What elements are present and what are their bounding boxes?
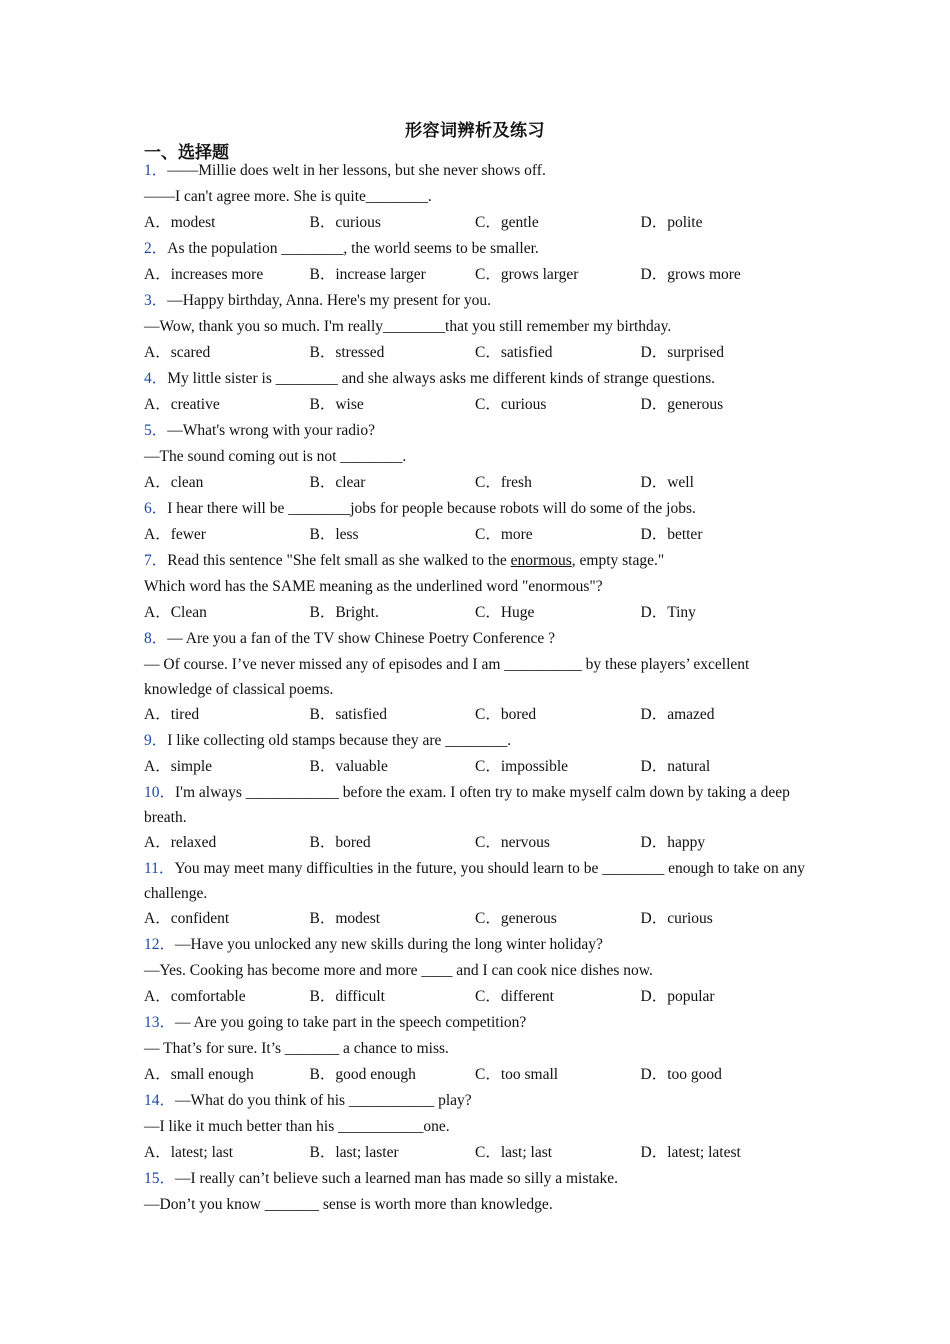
answer-option[interactable]: A．latest; last (144, 1144, 234, 1161)
question-number: 9． (144, 732, 168, 749)
question-line: — Are you going to take part in the speech competition? (175, 1014, 527, 1031)
answer-options (144, 754, 810, 780)
question-text (144, 958, 810, 984)
answer-options (144, 1140, 810, 1166)
question-line: —What do you think of his ___________ play? (175, 1092, 472, 1109)
question-line: As the population ________, the world seems to be smaller. (167, 240, 539, 257)
section-heading: 一、选择题 (144, 143, 229, 163)
answer-option[interactable]: C．curious (475, 396, 547, 413)
answer-option[interactable]: A．confident (144, 910, 230, 927)
answer-option[interactable]: B．wise (309, 396, 364, 413)
question-text (144, 158, 810, 184)
question-line: —I like it much better than his ___________one. (144, 1118, 450, 1135)
question-number: 7． (144, 552, 168, 569)
answer-option[interactable]: A．increases more (144, 266, 264, 283)
answer-option[interactable]: A．Clean (144, 604, 207, 621)
answer-options (144, 702, 810, 728)
answer-option[interactable]: B．difficult (309, 988, 385, 1005)
question-number: 14． (144, 1092, 176, 1109)
answer-option[interactable]: B．curious (309, 214, 381, 231)
answer-option[interactable]: C．last; last (475, 1144, 553, 1161)
answer-options (144, 210, 810, 236)
question-item (144, 1010, 810, 1088)
answer-option[interactable]: C．bored (475, 706, 537, 723)
answer-option[interactable]: B．Bright. (309, 604, 379, 621)
question-line: —The sound coming out is not ________. (144, 448, 407, 465)
answer-option[interactable]: A．creative (144, 396, 220, 413)
question-text (144, 1010, 810, 1036)
question-line: Which word has the SAME meaning as the underlined word "enormous"? (144, 578, 603, 595)
question-number: 13． (144, 1014, 176, 1031)
answer-option[interactable]: D．Tiny (640, 604, 696, 621)
question-text (144, 856, 810, 906)
answer-options (144, 1062, 810, 1088)
question-text (144, 418, 810, 444)
answer-option[interactable]: B．modest (309, 910, 381, 927)
question-text (144, 1192, 810, 1218)
question-line: I like collecting old stamps because they are ________. (167, 732, 512, 749)
answer-option[interactable]: D．surprised (640, 344, 725, 361)
question-number: 8． (144, 630, 168, 647)
answer-option[interactable]: C．different (475, 988, 554, 1005)
answer-option[interactable]: B．increase larger (309, 266, 426, 283)
question-text (144, 932, 810, 958)
underlined-word: enormous (510, 552, 572, 569)
answer-option[interactable]: B．clear (309, 474, 366, 491)
question-text (144, 728, 810, 754)
question-text (144, 496, 810, 522)
answer-options (144, 392, 810, 418)
page-title: 形容词辨析及练习 (405, 121, 545, 141)
answer-option[interactable]: A．tired (144, 706, 200, 723)
answer-option[interactable]: C．impossible (475, 758, 569, 775)
answer-option[interactable]: C．nervous (475, 834, 550, 851)
question-text (144, 574, 810, 600)
answer-option[interactable]: D．natural (640, 758, 711, 775)
question-line: —Don’t you know _______ sense is worth more than knowledge. (144, 1196, 553, 1213)
answer-options (144, 522, 810, 548)
question-line: —Wow, thank you so much. I'm really________that you still remember my birthday. (144, 318, 672, 335)
answer-options (144, 340, 810, 366)
answer-option[interactable]: B．last; laster (309, 1144, 399, 1161)
question-number: 11． (144, 860, 175, 877)
question-text (144, 652, 810, 702)
answer-option[interactable]: C．more (475, 526, 533, 543)
answer-option[interactable]: C．gentle (475, 214, 539, 231)
answer-option[interactable]: D．latest; latest (640, 1144, 741, 1161)
answer-option[interactable]: A．modest (144, 214, 216, 231)
answer-options (144, 906, 810, 932)
question-item (144, 1088, 810, 1166)
answer-option[interactable]: D．popular (640, 988, 715, 1005)
answer-option[interactable]: C．generous (475, 910, 557, 927)
question-item (144, 158, 810, 236)
question-number: 5． (144, 422, 168, 439)
answer-option[interactable]: B．satisfied (309, 706, 387, 723)
question-line: —Yes. Cooking has become more and more ____ and I can cook nice dishes now. (144, 962, 653, 979)
question-number: 2． (144, 240, 168, 257)
question-text (144, 366, 810, 392)
question-text (144, 444, 810, 470)
answer-option[interactable]: B．stressed (309, 344, 385, 361)
question-line: —Happy birthday, Anna. Here's my present for you. (167, 292, 492, 309)
question-text (144, 626, 810, 652)
question-number: 3． (144, 292, 168, 309)
question-line: You may meet many difficulties in the future, you should learn to be ________ enough to take on any challenge. (144, 860, 805, 902)
answer-options (144, 984, 810, 1010)
question-text (144, 1088, 810, 1114)
question-text (144, 1114, 810, 1140)
question-line: —I really can’t believe such a learned man has made so silly a mistake. (175, 1170, 619, 1187)
answer-option[interactable]: D．curious (640, 910, 713, 927)
answer-option[interactable]: C．Huge (475, 604, 535, 621)
answer-option[interactable]: D．polite (640, 214, 703, 231)
answer-option[interactable]: A．comfortable (144, 988, 246, 1005)
answer-option[interactable]: D．too good (640, 1066, 722, 1083)
question-text (144, 1166, 810, 1192)
question-item (144, 932, 810, 1010)
answer-option[interactable]: B．bored (309, 834, 371, 851)
answer-options (144, 830, 810, 856)
question-text (144, 288, 810, 314)
question-item (144, 366, 810, 418)
question-text (144, 1036, 810, 1062)
question-item (144, 288, 810, 366)
question-line: Read this sentence "She felt small as she walked to the (167, 552, 511, 569)
answer-option[interactable]: D．grows more (640, 266, 741, 283)
question-text (144, 184, 810, 210)
answer-option[interactable]: D．generous (640, 396, 724, 413)
answer-option[interactable]: B．good enough (309, 1066, 416, 1083)
question-line: — Are you a fan of the TV show Chinese Poetry Conference ? (167, 630, 555, 647)
question-line: — Of course. I’ve never missed any of episodes and I am __________ by these players’ excellent knowledge of classical poems. (144, 656, 750, 698)
answer-options (144, 262, 810, 288)
question-item (144, 236, 810, 288)
question-number: 10． (144, 784, 176, 801)
answer-option[interactable]: C．fresh (475, 474, 532, 491)
question-number: 15． (144, 1170, 176, 1187)
question-item (144, 496, 810, 548)
answer-option[interactable]: A．scared (144, 344, 211, 361)
answer-option[interactable]: A．fewer (144, 526, 206, 543)
answer-option[interactable]: D．well (640, 474, 694, 491)
question-item (144, 626, 810, 728)
answer-option[interactable]: B．valuable (309, 758, 388, 775)
answer-option[interactable]: B．less (309, 526, 359, 543)
question-number: 12． (144, 936, 176, 953)
question-item (144, 548, 810, 626)
answer-option[interactable]: A．relaxed (144, 834, 217, 851)
answer-option[interactable]: C．satisfied (475, 344, 553, 361)
question-item (144, 1166, 810, 1218)
question-number: 1． (144, 162, 168, 179)
answer-option[interactable]: D．amazed (640, 706, 715, 723)
question-item (144, 856, 810, 932)
answer-option[interactable]: A．clean (144, 474, 204, 491)
answer-options (144, 600, 810, 626)
answer-option[interactable]: D．better (640, 526, 703, 543)
question-text (144, 314, 810, 340)
answer-option[interactable]: A．small enough (144, 1066, 254, 1083)
question-line: ——Millie does welt in her lessons, but she never shows off. (167, 162, 546, 179)
question-text (144, 548, 810, 574)
question-line: ——I can't agree more. She is quite________. (144, 188, 432, 205)
answer-option[interactable]: D．happy (640, 834, 706, 851)
question-line: My little sister is ________ and she always asks me different kinds of strange questions. (167, 370, 715, 387)
question-item (144, 780, 810, 856)
question-line: I hear there will be ________jobs for people because robots will do some of the jobs. (167, 500, 696, 517)
answer-options (144, 470, 810, 496)
question-list (144, 158, 810, 1218)
answer-option[interactable]: A．simple (144, 758, 213, 775)
question-line: —What's wrong with your radio? (167, 422, 375, 439)
question-text (144, 780, 810, 830)
question-line: —Have you unlocked any new skills during the long winter holiday? (175, 936, 603, 953)
question-number: 4． (144, 370, 168, 387)
answer-option[interactable]: C．too small (475, 1066, 559, 1083)
answer-option[interactable]: C．grows larger (475, 266, 579, 283)
question-line-tail: , empty stage." (571, 552, 665, 569)
question-item (144, 728, 810, 780)
question-line: — That’s for sure. It’s _______ a chance to miss. (144, 1040, 449, 1057)
question-item (144, 418, 810, 496)
question-number: 6． (144, 500, 168, 517)
question-text (144, 236, 810, 262)
question-line: I'm always ____________ before the exam. I often try to make myself calm down by taking a deep breath. (144, 784, 790, 826)
